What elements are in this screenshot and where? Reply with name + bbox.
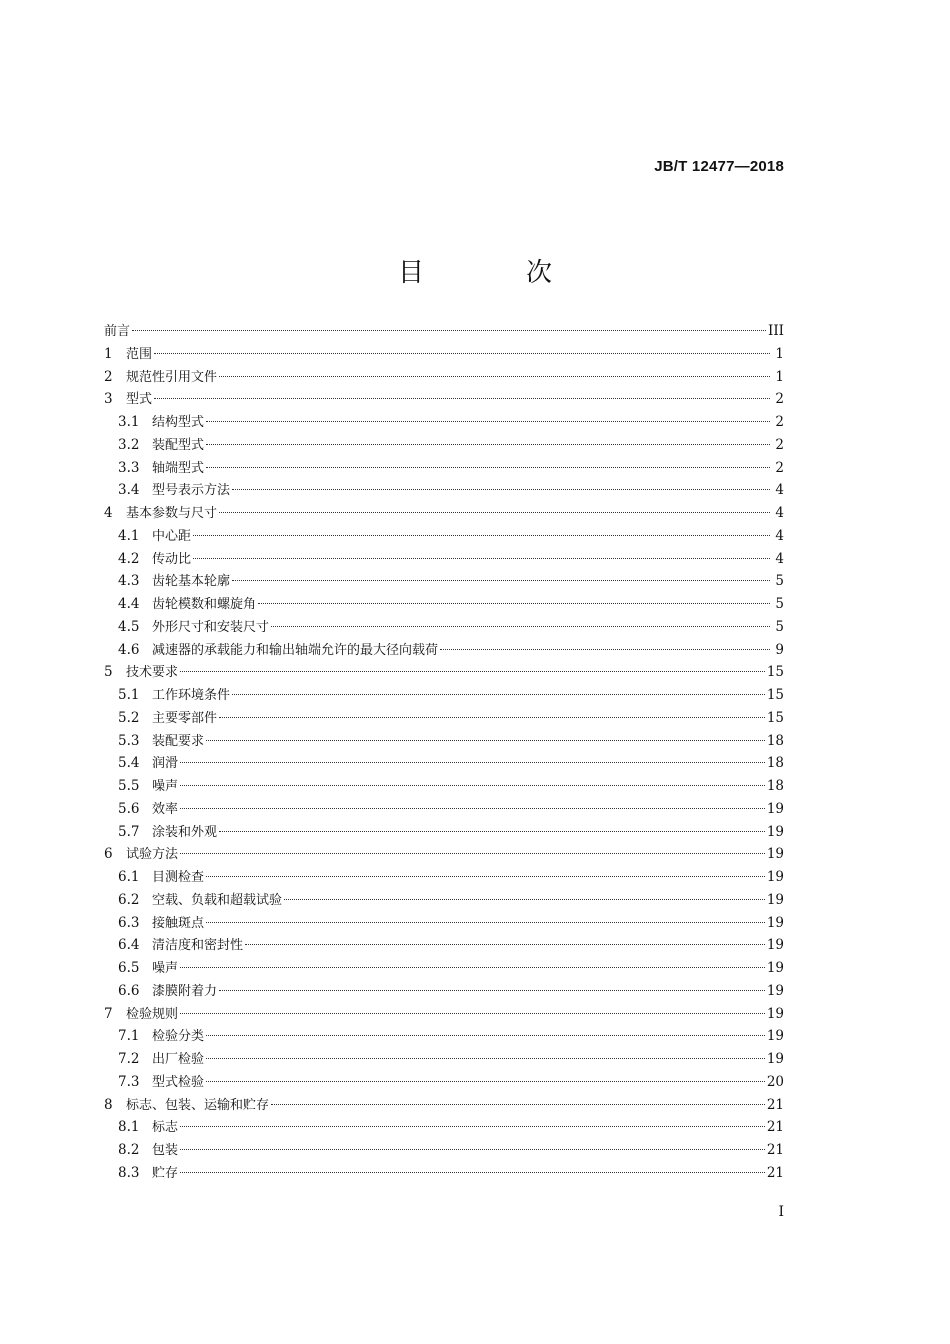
toc-entry[interactable] (104, 411, 784, 434)
toc-entry-label: 工作环境条件 (152, 688, 231, 703)
toc-entry[interactable] (104, 661, 784, 684)
toc-entry-page: 20 (766, 1073, 784, 1090)
toc-leader-dots (206, 1034, 765, 1036)
toc-entry-label: 标志、包装、运输和贮存 (126, 1097, 270, 1113)
toc-leader-dots (245, 943, 765, 945)
toc-entry-page: 15 (766, 709, 784, 726)
toc-leader-dots (180, 852, 765, 854)
toc-entry-label: 贮存 (152, 1165, 179, 1181)
toc-leader-dots (206, 466, 770, 468)
toc-entry[interactable] (104, 1116, 784, 1139)
toc-leader-dots (193, 534, 770, 536)
toc-entry-number: 2 (104, 368, 113, 385)
toc-entry-page: 5 (775, 596, 784, 612)
toc-entry-label: 型式 (126, 392, 153, 408)
toc-entry[interactable] (104, 1025, 784, 1048)
toc-leader-dots (180, 1148, 765, 1150)
toc-entry[interactable] (104, 548, 784, 571)
toc-entry-page: 9 (775, 641, 784, 658)
toc-entry-page: 15 (766, 687, 784, 703)
toc-leader-dots (206, 420, 770, 422)
table-of-contents (104, 320, 784, 1185)
toc-leader-dots (206, 443, 770, 445)
toc-entry-label: 检验规则 (126, 1006, 179, 1022)
toc-entry-number: 5.6 (118, 800, 140, 817)
toc-entry-label: 效率 (152, 801, 179, 817)
toc-entry-page: 19 (766, 937, 784, 954)
toc-leader-dots (180, 966, 765, 968)
toc-entry-number: 4.4 (118, 596, 140, 612)
toc-entry-label: 涂装和外观 (152, 824, 218, 840)
toc-entry-page: 1 (775, 345, 784, 362)
toc-leader-dots (206, 921, 765, 923)
toc-entry[interactable] (104, 343, 784, 366)
toc-entry-page: 4 (775, 527, 784, 544)
toc-leader-dots (232, 693, 765, 695)
toc-leader-dots (180, 1012, 765, 1014)
toc-entry[interactable] (104, 593, 784, 616)
toc-entry-page: 21 (766, 1096, 784, 1113)
toc-entry-label: 中心距 (152, 528, 192, 544)
toc-entry-label: 传动比 (152, 551, 192, 567)
toc-entry-number: 4.1 (118, 527, 140, 544)
toc-leader-dots (180, 670, 765, 672)
toc-entry-label: 型号表示方法 (152, 483, 231, 499)
toc-entry-label: 轴端型式 (152, 460, 205, 476)
toc-entry[interactable] (104, 980, 784, 1003)
toc-entry-number: 5.7 (118, 823, 140, 840)
toc-leader-dots (284, 898, 765, 900)
toc-entry-page: 2 (775, 436, 784, 453)
toc-entry-page: 19 (766, 869, 784, 885)
toc-entry-number: 3.2 (118, 436, 140, 453)
toc-entry-number: 6.3 (118, 914, 140, 931)
toc-entry-page: 19 (766, 823, 784, 840)
toc-leader-dots (154, 352, 770, 354)
toc-entry[interactable] (104, 957, 784, 980)
toc-entry-page: 4 (775, 482, 784, 499)
toc-entry[interactable] (104, 1162, 784, 1185)
toc-leader-dots (180, 807, 765, 809)
toc-entry-page: 19 (766, 800, 784, 817)
toc-entry-number: 8.3 (118, 1164, 140, 1181)
toc-entry-label: 技术要求 (126, 665, 179, 681)
toc-entry[interactable] (104, 1003, 784, 1026)
toc-entry-label: 主要零部件 (152, 710, 218, 726)
toc-entry-label: 结构型式 (152, 415, 205, 430)
toc-entry-page: 19 (766, 960, 784, 976)
toc-leader-dots (180, 761, 765, 763)
toc-entry-label: 出厂检验 (152, 1052, 205, 1067)
toc-entry-number: 6.1 (118, 869, 140, 885)
toc-entry-page: 19 (766, 982, 784, 999)
toc-entry[interactable] (104, 1094, 784, 1117)
toc-entry-number: 3.1 (118, 414, 140, 430)
toc-leader-dots (219, 830, 765, 832)
toc-entry-number: 3.3 (118, 459, 140, 476)
toc-entry-page: 4 (775, 550, 784, 567)
toc-entry-number: 5.3 (118, 732, 140, 749)
toc-entry-number: 3 (104, 391, 113, 408)
toc-entry-page: 1 (775, 368, 784, 385)
toc-entry-page: 18 (766, 732, 784, 749)
toc-entry-number: 6.6 (118, 982, 140, 999)
toc-entry-page: 19 (766, 914, 784, 931)
toc-entry-page: 19 (766, 846, 784, 863)
toc-entry-number: 4 (104, 505, 113, 521)
toc-entry-label: 前言 (104, 324, 131, 339)
toc-entry-number: 3.4 (118, 482, 140, 499)
toc-entry-page: 19 (766, 1051, 784, 1067)
toc-entry-number: 4.2 (118, 550, 140, 567)
toc-entry-number: 6.4 (118, 937, 140, 954)
toc-entry-label: 清洁度和密封性 (152, 938, 244, 954)
toc-entry[interactable] (104, 388, 784, 411)
toc-entry-label: 齿轮基本轮廓 (152, 574, 231, 590)
toc-leader-dots (154, 397, 770, 399)
toc-entry-number: 7 (104, 1005, 113, 1022)
toc-entry-page: 2 (775, 459, 784, 476)
toc-entry[interactable] (104, 616, 784, 639)
toc-leader-dots (180, 1125, 765, 1127)
toc-entry[interactable] (104, 366, 784, 389)
toc-entry-page: 21 (766, 1119, 784, 1136)
toc-entry-label: 润滑 (152, 756, 179, 772)
toc-entry-label: 减速器的承载能力和输出轴端允许的最大径向载荷 (152, 642, 439, 658)
toc-entry[interactable] (104, 798, 784, 821)
toc-entry-number: 5.4 (118, 755, 140, 772)
toc-entry-page: 21 (766, 1142, 784, 1158)
toc-entry-page: 4 (775, 505, 784, 521)
toc-leader-dots (232, 579, 770, 581)
toc-entry-label: 空载、负载和超载试验 (152, 892, 283, 908)
toc-entry[interactable] (104, 320, 784, 343)
toc-leader-dots (206, 1057, 765, 1059)
toc-entry-page: 2 (775, 391, 784, 408)
toc-leader-dots (219, 511, 770, 513)
toc-entry-number: 4.5 (118, 618, 140, 635)
toc-leader-dots (193, 557, 770, 559)
toc-entry-label: 范围 (126, 346, 153, 362)
toc-entry-page: 2 (775, 414, 784, 430)
toc-entry-label: 装配型式 (152, 437, 205, 453)
toc-entry[interactable] (104, 570, 784, 593)
toc-leader-dots (271, 1103, 765, 1105)
toc-entry-label: 规范性引用文件 (126, 369, 218, 385)
toc-entry-page: 18 (766, 778, 784, 794)
toc-entry-page: 5 (775, 573, 784, 590)
toc-entry-label: 基本参数与尺寸 (126, 506, 218, 521)
toc-entry[interactable] (104, 912, 784, 935)
toc-entry[interactable] (104, 1139, 784, 1162)
toc-entry[interactable] (104, 1071, 784, 1094)
toc-entry-number: 6.5 (118, 960, 140, 976)
toc-leader-dots (258, 602, 770, 604)
toc-entry-number: 1 (104, 345, 113, 362)
toc-entry-label: 漆膜附着力 (152, 983, 218, 999)
toc-leader-dots (206, 739, 765, 741)
toc-entry[interactable] (104, 639, 784, 662)
toc-entry[interactable] (104, 684, 784, 707)
toc-entry[interactable] (104, 457, 784, 480)
toc-leader-dots (440, 648, 770, 650)
toc-entry-label: 试验方法 (126, 847, 179, 863)
toc-leader-dots (219, 716, 765, 718)
toc-entry-number: 7.2 (118, 1051, 140, 1067)
toc-entry-label: 外形尺寸和安装尺寸 (152, 619, 270, 635)
toc-entry[interactable] (104, 434, 784, 457)
toc-entry[interactable] (104, 866, 784, 889)
toc-entry[interactable] (104, 1048, 784, 1071)
toc-entry-label: 接触斑点 (152, 915, 205, 931)
toc-entry[interactable] (104, 889, 784, 912)
page-number: I (778, 1204, 784, 1220)
toc-entry-label: 目测检查 (152, 870, 205, 885)
toc-entry-number: 6 (104, 846, 113, 863)
toc-entry[interactable] (104, 775, 784, 798)
toc-leader-dots (180, 1171, 765, 1173)
toc-leader-dots (180, 784, 765, 786)
toc-entry-page: 15 (766, 664, 784, 681)
toc-entry-label: 装配要求 (152, 733, 205, 749)
toc-leader-dots (206, 875, 765, 877)
toc-entry-number: 8.2 (118, 1142, 140, 1158)
toc-entry-label: 型式检验 (152, 1074, 205, 1090)
toc-leader-dots (219, 375, 770, 377)
toc-entry-number: 8.1 (118, 1119, 140, 1136)
toc-entry-label: 标志 (152, 1120, 179, 1136)
toc-entry-label: 噪声 (152, 961, 179, 976)
toc-leader-dots (206, 1080, 765, 1082)
toc-entry-number: 7.1 (118, 1028, 140, 1045)
toc-entry-number: 4.3 (118, 573, 140, 590)
toc-entry-number: 4.6 (118, 641, 140, 658)
toc-entry-label: 噪声 (152, 779, 179, 794)
toc-leader-dots (132, 329, 766, 331)
toc-entry-page: 19 (766, 1028, 784, 1045)
toc-entry-number: 5.5 (118, 778, 140, 794)
toc-entry-number: 7.3 (118, 1073, 140, 1090)
toc-entry[interactable] (104, 934, 784, 957)
toc-entry[interactable] (104, 752, 784, 775)
toc-entry[interactable] (104, 525, 784, 548)
toc-entry[interactable] (104, 479, 784, 502)
toc-entry-label: 齿轮模数和螺旋角 (152, 597, 257, 612)
toc-entry-number: 5.1 (118, 687, 140, 703)
standard-code: JB/T 12477—2018 (654, 158, 784, 175)
toc-leader-dots (219, 989, 765, 991)
toc-entry-label: 包装 (152, 1143, 179, 1158)
toc-entry-page: III (768, 323, 784, 339)
toc-entry-page: 19 (766, 891, 784, 908)
toc-entry[interactable] (104, 843, 784, 866)
toc-entry-number: 5.2 (118, 709, 140, 726)
toc-leader-dots (232, 488, 770, 490)
toc-entry-page: 5 (775, 618, 784, 635)
toc-entry[interactable] (104, 730, 784, 753)
toc-entry-label: 检验分类 (152, 1029, 205, 1045)
toc-leader-dots (271, 625, 770, 627)
toc-entry[interactable] (104, 821, 784, 844)
toc-entry-page: 18 (766, 755, 784, 772)
toc-entry-number: 8 (104, 1096, 113, 1113)
page-title: 目 次 (397, 258, 590, 288)
toc-entry[interactable] (104, 502, 784, 525)
toc-entry-number: 6.2 (118, 891, 140, 908)
toc-entry-page: 21 (766, 1164, 784, 1181)
toc-entry-number: 5 (104, 664, 113, 681)
toc-entry-page: 19 (766, 1005, 784, 1022)
toc-entry[interactable] (104, 707, 784, 730)
